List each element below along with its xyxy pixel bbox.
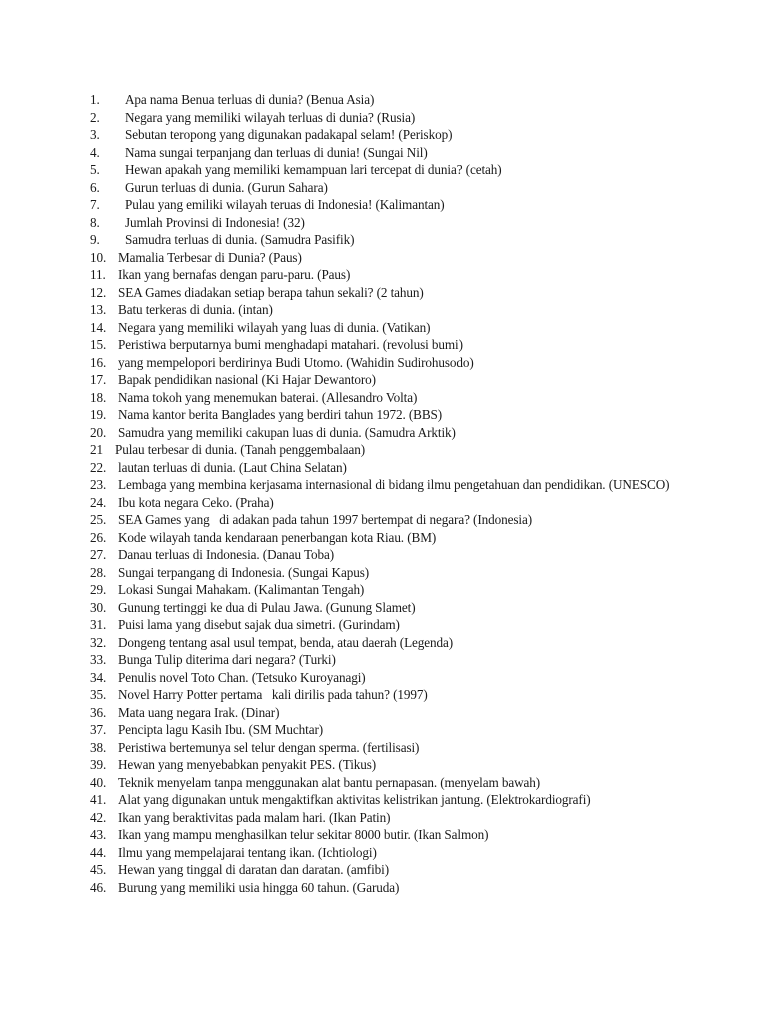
item-number: 36. xyxy=(90,704,107,720)
item-number: 27. xyxy=(90,547,107,562)
list-item xyxy=(90,214,740,232)
list-item xyxy=(90,231,740,249)
item-number: 7. xyxy=(90,197,100,212)
item-text: Sungai terpangang di Indonesia. (Sungai Kapus) xyxy=(118,564,370,580)
item-text: Pulau terbesar di dunia. (Tanah penggembalaan) xyxy=(115,442,366,457)
item-number: 33. xyxy=(90,652,107,667)
item-text: Nama kantor berita Banglades yang berdiri tahun 1972. (BBS) xyxy=(118,407,443,422)
item-text: Puisi lama yang disebut sajak dua simetri. (Gurindam) xyxy=(118,617,400,632)
list-item xyxy=(90,861,740,879)
item-text: Ikan yang beraktivitas pada malam hari. (Ikan Patin) xyxy=(118,809,391,825)
item-number: 19. xyxy=(90,407,107,422)
list-item xyxy=(90,686,740,704)
item-text: Pencipta lagu Kasih Ibu. (SM Muchtar) xyxy=(118,722,324,737)
item-text: Hewan yang menyebabkan penyakit PES. (Tikus) xyxy=(118,757,377,772)
list-item xyxy=(90,371,740,389)
list-item xyxy=(90,179,740,197)
item-text: Ibu kota negara Ceko. (Praha) xyxy=(118,494,274,510)
item-text: Ikan yang bernafas dengan paru-paru. (Paus) xyxy=(118,267,351,282)
item-text: Ilmu yang mempelajarai tentang ikan. (Ichtiologi) xyxy=(118,844,377,860)
item-text: Gurun terluas di dunia. (Gurun Sahara) xyxy=(125,179,328,195)
item-number: 44. xyxy=(90,844,107,860)
item-text: Nama tokoh yang menemukan baterai. (Allesandro Volta) xyxy=(118,389,418,405)
list-item xyxy=(90,616,740,634)
item-number: 30. xyxy=(90,599,107,615)
item-text: Mamalia Terbesar di Dunia? (Paus) xyxy=(118,249,302,265)
list-item xyxy=(90,634,740,652)
list-item xyxy=(90,406,740,424)
list-item xyxy=(90,564,740,582)
item-number: 45. xyxy=(90,862,107,877)
item-number: 35. xyxy=(90,687,107,702)
list-item xyxy=(90,581,740,599)
list-item xyxy=(90,756,740,774)
list-item xyxy=(90,319,740,337)
item-text: Hewan apakah yang memiliki kemampuan lari tercepat di dunia? (cetah) xyxy=(125,162,502,177)
item-text: Batu terkeras di dunia. (intan) xyxy=(118,302,273,317)
item-number: 24. xyxy=(90,494,107,510)
list-item xyxy=(90,599,740,617)
item-number: 32. xyxy=(90,634,107,650)
item-number: 42. xyxy=(90,809,107,825)
item-number: 21 xyxy=(90,442,103,457)
item-text: Apa nama Benua terluas di dunia? (Benua Asia) xyxy=(125,92,375,107)
list-item xyxy=(90,494,740,512)
item-number: 40. xyxy=(90,774,107,790)
item-number: 41. xyxy=(90,792,107,807)
item-text: Novel Harry Potter pertama kali dirilis pada tahun? (1997) xyxy=(118,687,428,702)
list-item xyxy=(90,529,740,547)
item-text: lautan terluas di dunia. (Laut China Selatan) xyxy=(118,459,347,475)
item-text: Negara yang memiliki wilayah yang luas di dunia. (Vatikan) xyxy=(118,319,431,335)
item-number: 5. xyxy=(90,162,100,177)
item-text: Jumlah Provinsi di Indonesia! (32) xyxy=(125,214,305,230)
list-item xyxy=(90,126,740,144)
item-text: SEA Games diadakan setiap berapa tahun sekali? (2 tahun) xyxy=(118,284,424,300)
item-number: 4. xyxy=(90,144,100,160)
item-text: Alat yang digunakan untuk mengaktifkan aktivitas kelistrikan jantung. (Elektrokardiografi) xyxy=(118,792,591,807)
list-item xyxy=(90,739,740,757)
item-number: 9. xyxy=(90,232,100,247)
list-item xyxy=(90,669,740,687)
list-item xyxy=(90,266,740,284)
list-item xyxy=(90,196,740,214)
list-item xyxy=(90,336,740,354)
item-text: Gunung tertinggi ke dua di Pulau Jawa. (Gunung Slamet) xyxy=(118,599,416,615)
list-item xyxy=(90,389,740,407)
list-item xyxy=(90,546,740,564)
list-item xyxy=(90,774,740,792)
item-number: 3. xyxy=(90,127,100,142)
item-text: Pulau yang emiliki wilayah teruas di Indonesia! (Kalimantan) xyxy=(125,197,445,212)
list-item xyxy=(90,161,740,179)
list-item xyxy=(90,354,740,372)
item-number: 15. xyxy=(90,337,107,352)
item-text: Hewan yang tinggal di daratan dan daratan. (amfibi) xyxy=(118,862,389,877)
item-text: Sebutan teropong yang digunakan padakapal selam! (Periskop) xyxy=(125,127,453,142)
item-text: Mata uang negara Irak. (Dinar) xyxy=(118,704,280,720)
item-text: Peristiwa bertemunya sel telur dengan sperma. (fertilisasi) xyxy=(118,739,420,755)
item-text: Lembaga yang membina kerjasama internasional di bidang ilmu pengetahuan dan pendidikan. (UNESCO) xyxy=(118,477,670,492)
item-text: Burung yang memiliki usia hingga 60 tahun. (Garuda) xyxy=(118,879,400,895)
item-text: yang mempelopori berdirinya Budi Utomo. (Wahidin Sudirohusodo) xyxy=(118,354,474,370)
list-item xyxy=(90,91,740,109)
item-text: Samudra yang memiliki cakupan luas di dunia. (Samudra Arktik) xyxy=(118,424,456,440)
item-number: 12. xyxy=(90,284,107,300)
list-item xyxy=(90,109,740,127)
item-number: 8. xyxy=(90,214,100,230)
item-number: 6. xyxy=(90,179,100,195)
item-text: Peristiwa berputarnya bumi menghadapi matahari. (revolusi bumi) xyxy=(118,337,463,352)
list-item xyxy=(90,284,740,302)
item-number: 28. xyxy=(90,564,107,580)
item-text: Negara yang memiliki wilayah terluas di dunia? (Rusia) xyxy=(125,109,416,125)
item-number: 22. xyxy=(90,459,107,475)
list-item xyxy=(90,651,740,669)
list-item xyxy=(90,249,740,267)
question-list xyxy=(90,91,740,896)
list-item xyxy=(90,721,740,739)
item-number: 46. xyxy=(90,879,107,895)
item-number: 37. xyxy=(90,722,107,737)
list-item xyxy=(90,844,740,862)
list-item xyxy=(90,459,740,477)
item-number: 10. xyxy=(90,249,107,265)
item-number: 20. xyxy=(90,424,107,440)
item-number: 11. xyxy=(90,267,106,282)
item-number: 25. xyxy=(90,512,107,527)
item-number: 13. xyxy=(90,302,107,317)
item-number: 14. xyxy=(90,319,107,335)
list-item xyxy=(90,826,740,844)
item-text: Kode wilayah tanda kendaraan penerbangan kota Riau. (BM) xyxy=(118,529,437,545)
item-number: 34. xyxy=(90,669,107,685)
item-text: Samudra terluas di dunia. (Samudra Pasifik) xyxy=(125,232,355,247)
item-text: Lokasi Sungai Mahakam. (Kalimantan Tengah) xyxy=(118,582,365,597)
item-text: Nama sungai terpanjang dan terluas di dunia! (Sungai Nil) xyxy=(125,144,428,160)
list-item xyxy=(90,809,740,827)
item-text: Teknik menyelam tanpa menggunakan alat bantu pernapasan. (menyelam bawah) xyxy=(118,774,541,790)
list-item xyxy=(90,424,740,442)
item-number: 29. xyxy=(90,582,107,597)
item-number: 1. xyxy=(90,92,100,107)
item-number: 31. xyxy=(90,617,107,632)
item-text: Dongeng tentang asal usul tempat, benda, atau daerah (Legenda) xyxy=(118,634,454,650)
item-number: 17. xyxy=(90,372,107,387)
list-item xyxy=(90,511,740,529)
item-number: 16. xyxy=(90,354,107,370)
list-item xyxy=(90,301,740,319)
list-item xyxy=(90,144,740,162)
item-text: Danau terluas di Indonesia. (Danau Toba) xyxy=(118,547,335,562)
item-number: 39. xyxy=(90,757,107,772)
item-number: 18. xyxy=(90,389,107,405)
item-number: 43. xyxy=(90,827,107,842)
list-item xyxy=(90,476,740,494)
item-number: 26. xyxy=(90,529,107,545)
list-item xyxy=(90,704,740,722)
item-number: 23. xyxy=(90,477,107,492)
list-item xyxy=(90,879,740,897)
item-text: Bapak pendidikan nasional (Ki Hajar Dewantoro) xyxy=(118,372,376,387)
item-text: Penulis novel Toto Chan. (Tetsuko Kuroyanagi) xyxy=(118,669,366,685)
list-item xyxy=(90,441,740,459)
item-number: 38. xyxy=(90,739,107,755)
item-text: Bunga Tulip diterima dari negara? (Turki) xyxy=(118,652,336,667)
item-number: 2. xyxy=(90,109,100,125)
item-text: SEA Games yang di adakan pada tahun 1997 bertempat di negara? (Indonesia) xyxy=(118,512,532,527)
list-item xyxy=(90,791,740,809)
item-text: Ikan yang mampu menghasilkan telur sekitar 8000 butir. (Ikan Salmon) xyxy=(118,827,489,842)
